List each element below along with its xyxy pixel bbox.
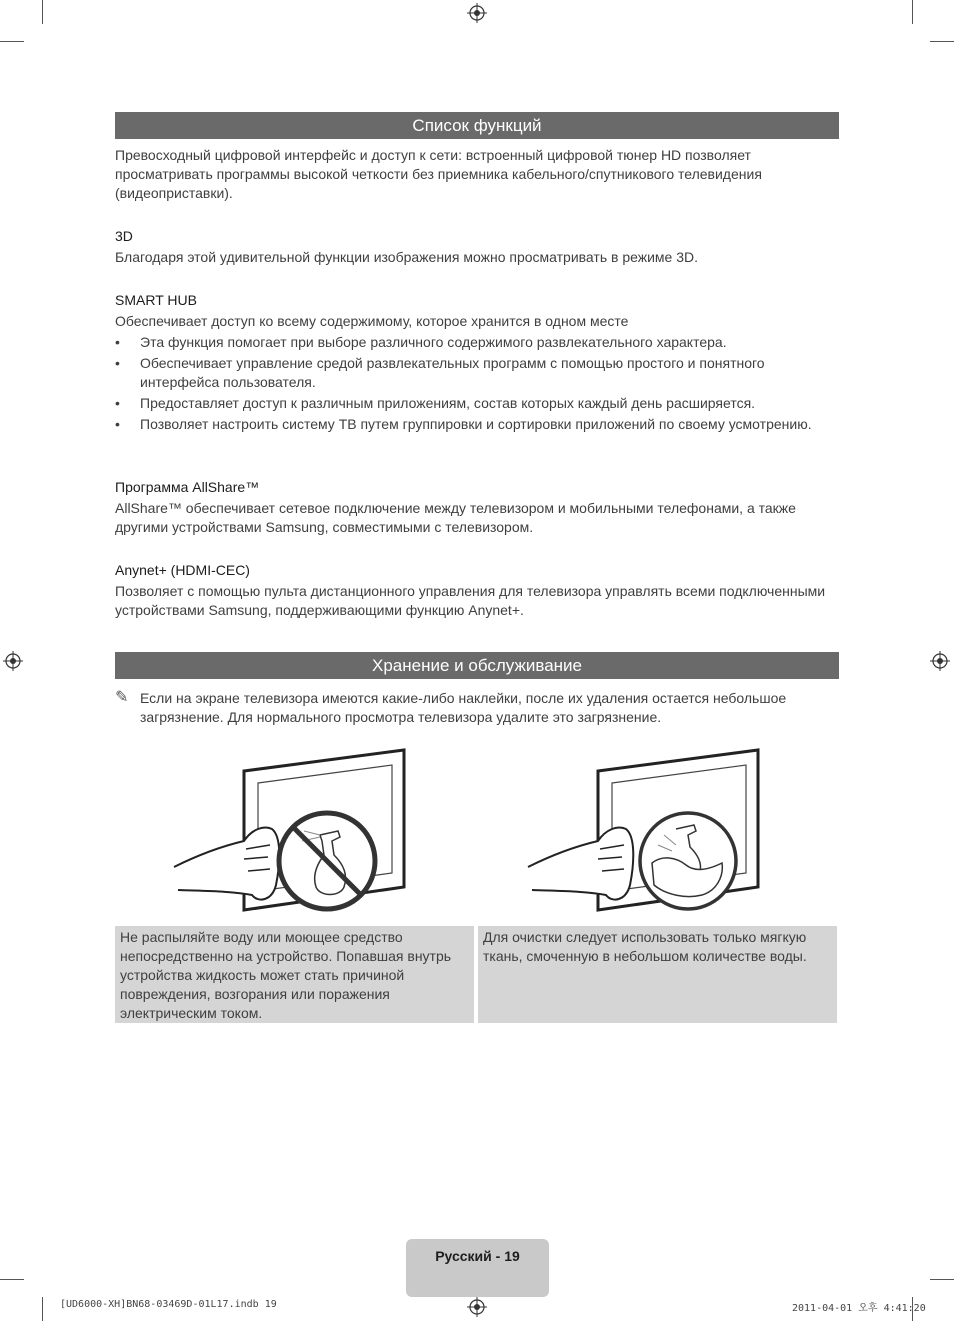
feature-text-anynet: Позволяет с помощью пульта дистанционного управления для телевизора управлять всеми подключенными устройствами Samsung, поддерживающими функцию Anynet+.: [115, 583, 826, 618]
features-intro: Превосходный цифровой интерфейс и доступ к сети: встроенный цифровой тюнер HD позволяет просматривать программы высокой четкости без приемника кабельного/спутникового телевидения (видеоприставки).: [115, 147, 762, 201]
caption-soft-cloth: Для очистки следует использовать только мягкую ткань, смоченную в небольшом количестве воды.: [478, 926, 837, 1023]
care-note: [115, 689, 839, 727]
crop-mark: [912, 0, 913, 24]
print-slug-timestamp: 2011-04-01 오후 4:41:20: [792, 1303, 926, 1314]
do-not-spray-illustration: [172, 745, 422, 915]
care-note-text: Если на экране телевизора имеются какие-либо наклейки, после их удаления остается небольшое загрязнение. Для нормального просмотра телевизора удалите это загрязнение.: [140, 690, 787, 725]
feature-text-smart-hub: Обеспечивает доступ ко всему содержимому, которое хранится в одном месте: [115, 313, 629, 329]
crop-mark: [930, 41, 954, 42]
crop-mark: [930, 1279, 954, 1280]
registration-mark-icon: [3, 651, 23, 671]
list-item: • Предоставляет доступ к различным приложениям, состав которых каждый день расширяется.: [115, 394, 839, 413]
list-item: • Позволяет настроить систему ТВ путем группировки и сортировки приложений по своему усмотрению.: [115, 415, 839, 434]
list-item: • Обеспечивает управление средой развлекательных программ с помощью простого и понятного интерфейса пользователя.: [115, 354, 839, 392]
feature-heading-smart-hub: SMART HUB: [115, 292, 197, 308]
pencil-note-icon: ✎: [115, 689, 129, 706]
spray-on-cloth-illustration: [526, 745, 776, 915]
feature-heading-allshare: Программа AllShare™: [115, 479, 260, 495]
print-slug-filename: [UD6000-XH]BN68-03469D-01L17.indb 19: [60, 1299, 277, 1310]
smart-hub-bullet-list: [115, 333, 839, 436]
section-title-features: Список функций: [115, 112, 839, 139]
registration-mark-icon: [467, 1297, 487, 1317]
crop-mark: [0, 1279, 24, 1280]
feature-heading-anynet: Anynet+ (HDMI-CEC): [115, 562, 250, 578]
section-title-care: Хранение и обслуживание: [115, 652, 839, 679]
registration-mark-icon: [467, 3, 487, 23]
feature-heading-3d: 3D: [115, 228, 133, 244]
feature-text-3d: Благодаря этой удивительной функции изображения можно просматривать в режиме 3D.: [115, 249, 699, 265]
crop-mark: [42, 1297, 43, 1321]
page-number-label: Русский - 19: [406, 1239, 549, 1297]
caption-do-not-spray: Не распыляйте воду или моющее средство непосредственно на устройство. Попавшая внутрь устройства жидкость может стать причиной повреждения, возгорания или поражения электрическим током.: [115, 926, 474, 1023]
list-item: • Эта функция помогает при выборе различного содержимого развлекательного характера.: [115, 333, 839, 352]
feature-text-allshare: AllShare™ обеспечивает сетевое подключение между телевизором и мобильными телефонами, а также другими устройствами Samsung, совместимыми с телевизором.: [115, 500, 796, 535]
registration-mark-icon: [930, 651, 950, 671]
crop-mark: [0, 41, 24, 42]
crop-mark: [42, 0, 43, 24]
